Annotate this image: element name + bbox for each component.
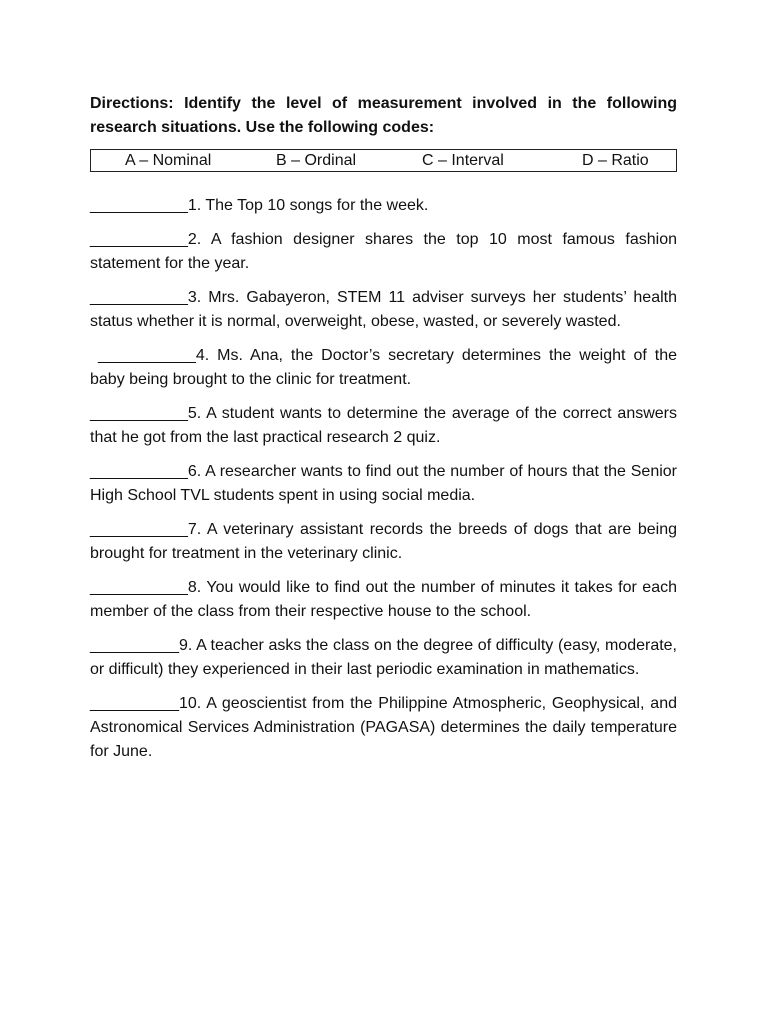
code-interval: C – Interval — [422, 152, 504, 169]
question-item-1: ___________1. The Top 10 songs for the week. — [90, 197, 429, 214]
question-item-4: ___________4. Ms. Ana, the Doctor’s secretary determines the weight of the baby being brought to the clinic for treatment. — [90, 347, 682, 388]
code-ratio: D – Ratio — [582, 152, 649, 169]
directions-text: Directions: Identify the level of measurement involved in the following research situations. Use the following codes: — [90, 95, 677, 136]
question-item-2: ___________2. A fashion designer shares the top 10 most famous fashion statement for the year. — [90, 231, 677, 272]
worksheet-page — [90, 92, 682, 774]
question-item-5: ___________5. A student wants to determine the average of the correct answers that he got from the last practical research 2 quiz. — [90, 405, 677, 446]
question-item-7: ___________7. A veterinary assistant records the breeds of dogs that are being brought for treatment in the veterinary clinic. — [90, 521, 677, 562]
question-item-6: ___________6. A researcher wants to find out the number of hours that the Senior High School TVL students spent in using social media. — [90, 463, 677, 504]
code-ordinal: B – Ordinal — [276, 152, 357, 169]
question-item-10: __________10. A geoscientist from the Philippine Atmospheric, Geophysical, and Astronomical Services Administration (PAGASA) determines the daily temperature for June. — [90, 695, 677, 760]
question-item-8: ___________8. You would like to find out the number of minutes it takes for each member of the class from their respective house to the school. — [90, 579, 677, 620]
question-item-9: __________9. A teacher asks the class on the degree of difficulty (easy, moderate, or difficult) they experienced in their last periodic examination in mathematics. — [90, 637, 677, 678]
question-item-3: ___________3. Mrs. Gabayeron, STEM 11 adviser surveys her students’ health status whether it is normal, overweight, obese, wasted, or severely wasted. — [90, 289, 677, 330]
code-nominal: A – Nominal — [125, 152, 212, 169]
codes-box — [90, 149, 677, 172]
question-list — [90, 194, 682, 764]
